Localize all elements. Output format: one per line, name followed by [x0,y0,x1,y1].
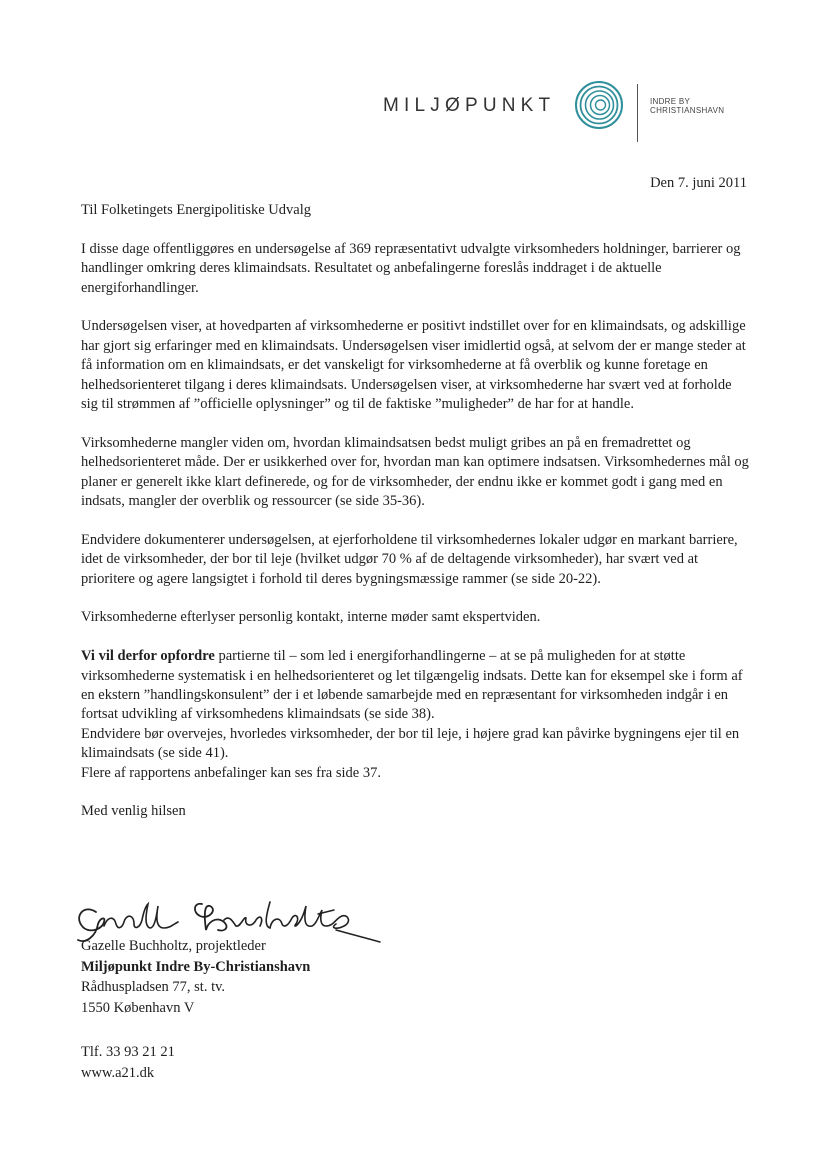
logo-spiral-icon [574,80,624,130]
contact-block [81,1042,175,1084]
recommendation-text: partierne til – som led i energiforhandlingerne – at se på muligheden for at støtte virksomhederne systematisk i en helhedsorienteret og let tilgængelig indsats. Dette kan for eksempel ske i form af en ekstern ”handlingskonsulent” der i et løbende samarbejde med en repræsentant for virksomheden indgår i en fortsat udvikling af virksomhedens klimaindsats (se side 38). [81,648,743,723]
paragraph: Undersøgelsen viser, at hovedparten af virksomhederne er positivt indstillet over for en klimaindsats, og adskillige har gjort sig erfaringer med en klimaindsats. Undersøgelsen viser imidlertid også, at selvom der er mange steder at få information om en klimaindsats, er det vanskeligt for virksomhederne at få overblik og kunne foretage en helhedsorienteret tilgang i deres klimaindsats. Undersøgelsen viser, at virksomhederne har svært ved at forholde sig til strømmen af ”officielle oplysninger” og til de faktiske ”muligheder” de har for at handle. [81,318,746,413]
recommendation-extra: Flere af rapportens anbefalinger kan ses fra side 37. [81,764,381,781]
phone-number: Tlf. 33 93 21 21 [81,1044,175,1060]
letter-date: Den 7. juni 2011 [650,175,747,191]
logo-subtitle [650,97,724,115]
letter-body [81,201,751,841]
sender-name-title: Gazelle Buchholtz, projektleder [81,938,266,954]
sender-address-street: Rådhuspladsen 77, st. tv. [81,979,226,995]
closing-line: Med venlig hilsen [81,803,186,820]
logo-subtitle-line2: CHRISTIANSHAVN [650,106,725,115]
recommendation-lead: Vi vil derfor opfordre [81,648,215,665]
recommendation-paragraph [81,647,751,725]
paragraph: Virksomhederne mangler viden om, hvordan klimaindsatsen bedst muligt gribes an på en fremadrettet og helhedsorienteret måde. Der er usikkerhed over for, hvordan man kan optimere indsatsen. Virksomhedernes mål og planer er generelt ikke klart definerede, og for de virksomheder, der endnu ikke er kommet godt i gang med en indsats, mangler der overblik og ressourcer (se side 35-36). [81,434,749,510]
recommendation-extra: Endvidere bør overvejes, hvorledes virksomheder, der bor til leje, i højere grad kan påvirke bygningens ejer til en klimaindsats (se side 41). [81,725,740,762]
recipient-line: Til Folketingets Energipolitiske Udvalg [81,202,311,218]
paragraph: I disse dage offentliggøres en undersøgelse af 369 repræsentativt udvalgte virksomheders holdninger, barrierer og handlinger omkring deres klimaindsats. Resultatet og anbefalingerne foreslås inddraget i de aktuelle energiforhandlinger. [81,240,741,296]
website: www.a21.dk [81,1065,155,1081]
sender-address-city: 1550 København V [81,999,195,1016]
logo-subtitle-line1: INDRE BY [650,97,691,106]
sender-block [81,936,581,1018]
logo-divider [637,84,638,142]
paragraph: Virksomhederne efterlyser personlig kontakt, interne møder samt ekspertviden. [81,609,541,626]
sender-organization: Miljøpunkt Indre By-Christianshavn [81,958,311,975]
logo-wordmark: MILJØPUNKT [383,95,556,116]
paragraph: Endvidere dokumenterer undersøgelsen, at ejerforholdene til virksomhedernes lokaler udgør en markant barriere, idet de virksomheder, der bor til leje (hvilket udgør 70 % af de deltagende virksomheder), har svært ved at prioritere og agere langsigtet i forhold til deres bygningsmæssige rammer (se side 20-22). [81,531,738,587]
